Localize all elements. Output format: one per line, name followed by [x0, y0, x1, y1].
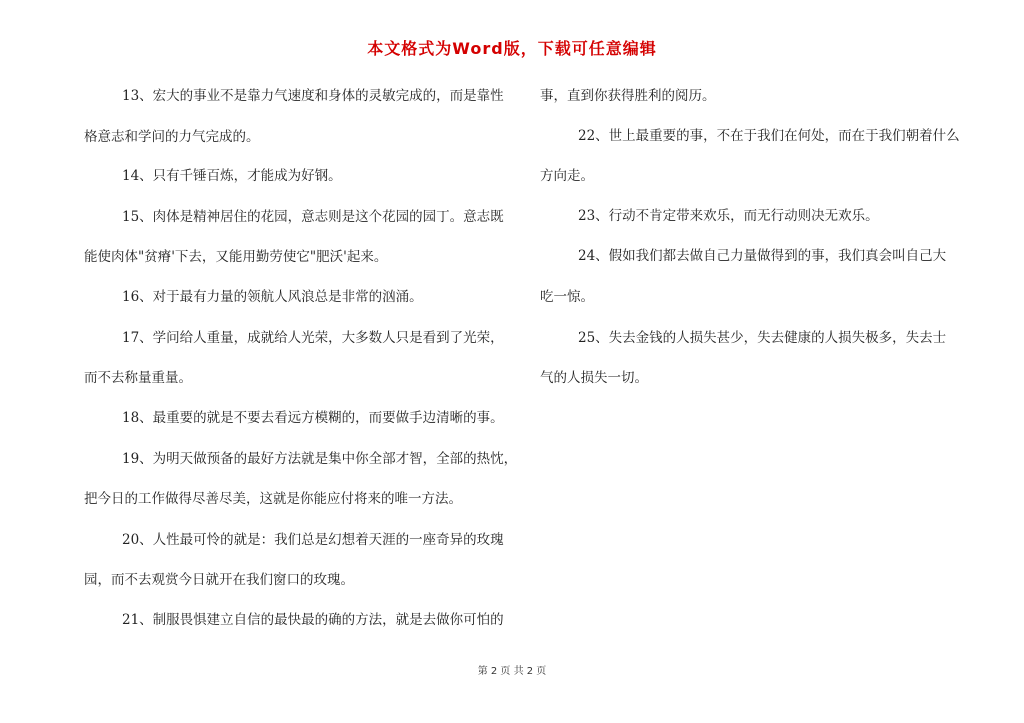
- header-banner: 本文格式为Word版，下载可任意编辑: [367, 39, 657, 58]
- paragraph-line: 气的人损失一切。: [540, 370, 648, 386]
- paragraph-line: 15、肉体是精神居住的花园，意志则是这个花园的园丁。意志既: [122, 209, 504, 225]
- page-number: 第 2 页 共 2 页: [477, 666, 547, 677]
- paragraph-line: 格意志和学问的力气完成的。: [84, 129, 260, 145]
- paragraph-line: 而不去称量重量。: [84, 370, 192, 386]
- paragraph-line: 18、最重要的就是不要去看远方模糊的，而要做手边清晰的事。: [122, 410, 504, 426]
- paragraph-line: 21、制服畏惧建立自信的最快最的确的方法，就是去做你可怕的: [122, 612, 504, 628]
- paragraph-line: 25、失去金钱的人损失甚少，失去健康的人损失极多，失去士: [578, 330, 947, 346]
- paragraph-line: 19、为明天做预备的最好方法就是集中你全部才智，全部的热忱，: [122, 451, 518, 467]
- paragraph-line: 20、人性最可怜的就是：我们总是幻想着天涯的一座奇异的玫瑰: [122, 532, 504, 548]
- paragraph-line: 能使肉体"贫瘠'下去，又能用勤劳使它"肥沃'起来。: [84, 249, 388, 265]
- paragraph-line: 13、宏大的事业不是靠力气速度和身体的灵敏完成的，而是靠性: [122, 88, 504, 104]
- paragraph-line: 24、假如我们都去做自己力量做得到的事，我们真会叫自己大: [578, 248, 947, 264]
- paragraph-line: 吃一惊。: [540, 289, 594, 305]
- paragraph-line: 17、学问给人重量，成就给人光荣，大多数人只是看到了光荣，: [122, 330, 504, 346]
- paragraph-line: 事，直到你获得胜利的阅历。: [540, 88, 716, 104]
- paragraph-line: 方向走。: [540, 168, 594, 184]
- paragraph-line: 园，而不去观赏今日就开在我们窗口的玫瑰。: [84, 572, 354, 588]
- paragraph-line: 22、世上最重要的事，不在于我们在何处，而在于我们朝着什么: [578, 128, 960, 144]
- paragraph-line: 把今日的工作做得尽善尽美，这就是你能应付将来的唯一方法。: [84, 491, 462, 507]
- paragraph-line: 16、对于最有力量的领航人风浪总是非常的汹涌。: [122, 289, 423, 305]
- paragraph-line: 23、行动不肯定带来欢乐，而无行动则决无欢乐。: [578, 208, 879, 224]
- paragraph-line: 14、只有千锤百炼，才能成为好钢。: [122, 168, 342, 184]
